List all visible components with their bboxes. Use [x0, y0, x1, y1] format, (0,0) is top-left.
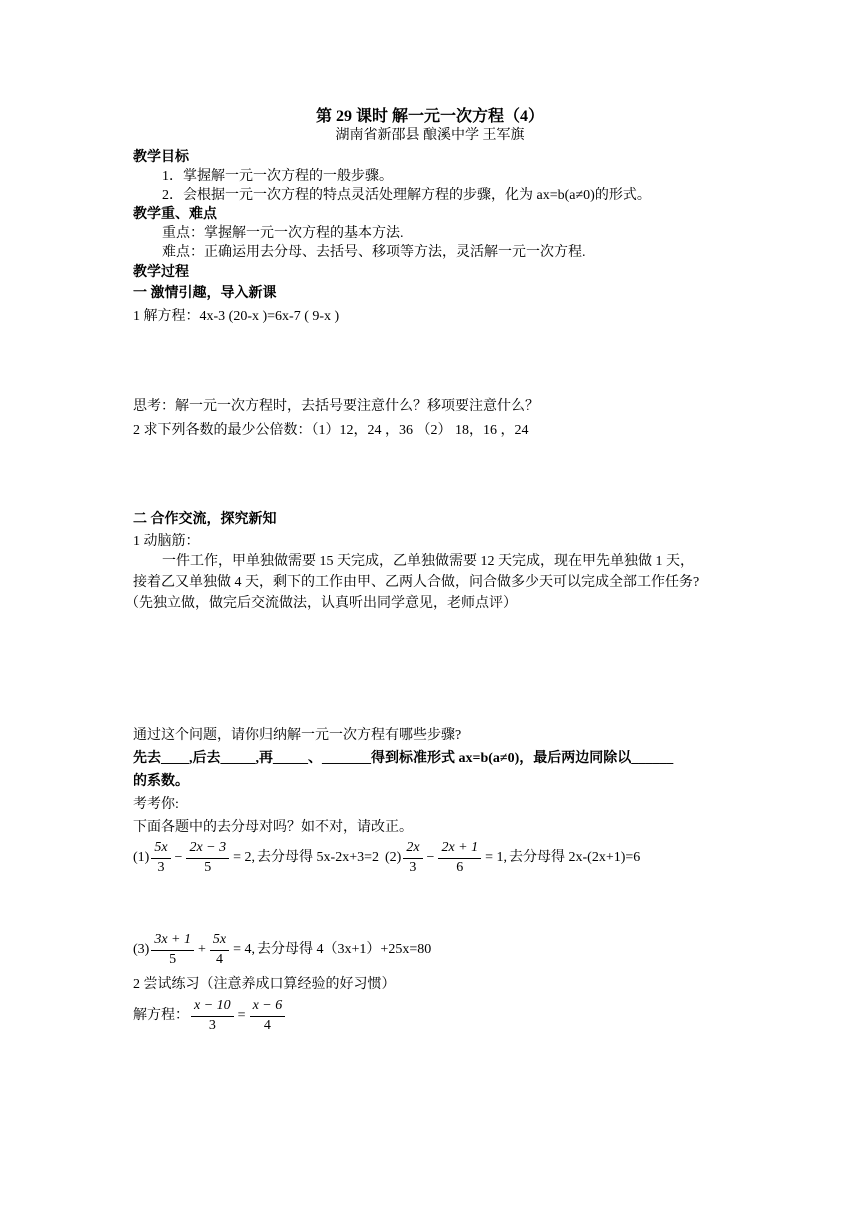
fraction-numerator: 5x	[210, 932, 229, 951]
steps-fill-in-line-1: 先去____,后去_____,再_____、_______得到标准形式 ax=b(a≠0)，最后两边同除以______	[133, 751, 674, 766]
key-points-heading: 教学重、难点	[133, 207, 217, 222]
problem-line-3: （先独立做，做完后交流做法，认真听出同学意见，老师点评）	[125, 596, 517, 611]
test-label: 考考你:	[133, 797, 179, 812]
page-title: 第 29 课时 解一元一次方程（4）	[315, 108, 544, 125]
fraction-denominator: 5	[204, 859, 212, 875]
summary-question: 通过这个问题，请你归纳解一元一次方程有哪些步骤?	[133, 728, 462, 743]
equation-3-rhs: = 4,	[233, 941, 256, 957]
practice-heading: 2 尝试练习（注意养成口算经验的好习惯）	[133, 977, 396, 992]
equation-1-fraction-b	[186, 840, 229, 877]
equation-2-prefix: (2)	[384, 849, 402, 865]
fraction-denominator: 3	[208, 1017, 216, 1033]
equation-3-fraction-a	[151, 932, 194, 969]
fraction-denominator: 3	[157, 859, 165, 875]
fraction-denominator: 4	[216, 951, 224, 967]
fraction-denominator: 5	[169, 951, 177, 967]
fraction-numerator: 2x + 1	[438, 840, 481, 859]
focus-point: 重点：掌握解一元一次方程的基本方法.	[162, 226, 404, 241]
problem-line-2: 接着乙又单独做 4 天，剩下的工作由甲、乙两人合做，问合做多少天可以完成全部工作任务?	[133, 575, 700, 590]
objectives-heading: 教学目标	[133, 150, 189, 165]
equals-sign: =	[237, 1007, 246, 1023]
equation-3-fraction-b	[210, 932, 229, 969]
equation-2-fraction-b	[438, 840, 481, 877]
fraction-numerator: 5x	[151, 840, 170, 859]
part2-heading: 二 合作交流，探究新知	[133, 512, 277, 527]
practice-fraction-right	[250, 998, 286, 1035]
steps-fill-in-line-2: 的系数。	[133, 774, 189, 789]
equation-row-3	[133, 932, 431, 969]
part1-heading: 一 激情引趣，导入新课	[133, 286, 277, 301]
objective-item-2: 2．会根据一元一次方程的特点灵活处理解方程的步骤，化为 ax=b(a≠0)的形式。	[162, 188, 651, 203]
equation-1-fraction-a	[151, 840, 170, 877]
equation-3-text: 去分母得 4（3x+1）+25x=80	[257, 941, 432, 957]
equation-3-prefix: (3)	[133, 941, 150, 957]
objective-item-1: 1．掌握解一元一次方程的一般步骤。	[162, 169, 393, 184]
fraction-numerator: 3x + 1	[151, 932, 194, 951]
process-heading: 教学过程	[133, 265, 189, 280]
problem-line-1: 一件工作，甲单独做需要 15 天完成，乙单独做需要 12 天完成，现在甲先单独做 1 天，	[162, 554, 694, 569]
question-1: 1 解方程：4x-3 (20-x )=6x-7 ( 9-x )	[133, 309, 340, 324]
fraction-numerator: x − 10	[191, 998, 234, 1017]
operator: −	[426, 849, 435, 865]
operator: +	[198, 941, 206, 957]
equation-2-rhs: = 1,	[485, 849, 508, 865]
equation-1-text: 去分母得 5x-2x+3=2	[257, 849, 379, 865]
think-question: 思考：解一元一次方程时，去括号要注意什么？移项要注意什么？	[133, 399, 539, 414]
equation-2-text: 去分母得 2x-(2x+1)=6	[509, 849, 641, 865]
fraction-denominator: 4	[263, 1017, 271, 1033]
practice-fraction-left	[191, 998, 234, 1035]
practice-equation	[133, 998, 287, 1035]
brain-teaser-label: 1 动脑筋：	[133, 534, 200, 549]
question-2: 2 求下列各数的最少公倍数：（1）12，24 ，36 （2） 18，16 ，24	[133, 423, 529, 438]
equation-1-prefix: (1)	[133, 849, 150, 865]
fraction-numerator: 2x	[403, 840, 422, 859]
test-question: 下面各题中的去分母对吗？如不对，请改正。	[133, 820, 413, 835]
equation-1-rhs: = 2,	[233, 849, 256, 865]
practice-label: 解方程：	[133, 1007, 189, 1023]
difficulty-point: 难点：正确运用去分母、去括号、移项等方法，灵活解一元一次方程.	[162, 245, 586, 260]
fraction-numerator: 2x − 3	[186, 840, 229, 859]
fraction-denominator: 6	[456, 859, 464, 875]
fraction-numerator: x − 6	[250, 998, 286, 1017]
operator: −	[174, 849, 183, 865]
equation-2-fraction-a	[403, 840, 422, 877]
fraction-denominator: 3	[409, 859, 417, 875]
author-line: 湖南省新邵县 酿溪中学 王军旗	[335, 128, 525, 143]
equation-row-1-2	[133, 840, 640, 877]
